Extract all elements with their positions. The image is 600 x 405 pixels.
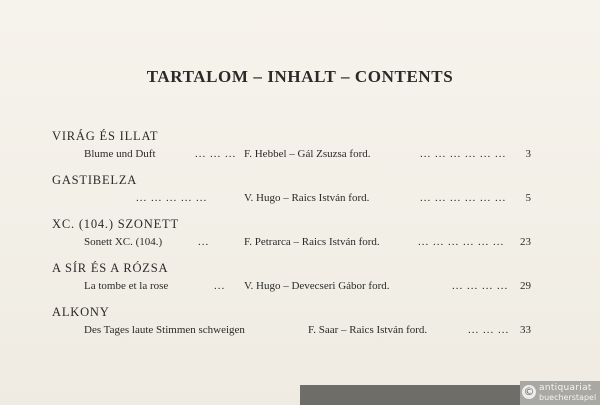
watermark-line: antiquariat — [539, 383, 592, 393]
toc-entry — [52, 260, 552, 294]
page-number: 23 — [520, 236, 531, 248]
toc-line — [52, 322, 552, 338]
toc-entry — [52, 216, 552, 250]
toc-line — [52, 234, 552, 250]
toc-line — [52, 278, 552, 294]
page-number: 3 — [525, 148, 531, 160]
toc-heading: XC. (104.) SZONETT — [52, 217, 179, 231]
toc-entry — [52, 304, 552, 338]
copyright-icon: © — [523, 385, 535, 398]
toc-entry — [52, 172, 552, 206]
toc-heading: GASTIBELZA — [52, 173, 138, 187]
leader-dots: ... ... ... — [468, 324, 510, 336]
toc-heading: ALKONY — [52, 305, 110, 319]
leader-dots: ... ... ... ... ... ... — [420, 192, 507, 204]
page-number: 29 — [520, 280, 531, 292]
page-title: TARTALOM – INHALT – CONTENTS — [146, 67, 454, 86]
toc-line — [52, 190, 552, 206]
author-translator: V. Hugo – Devecseri Gábor ford. — [244, 280, 390, 292]
author-translator: F. Hebbel – Gál Zsuzsa ford. — [244, 148, 371, 160]
author-translator: F. Petrarca – Raics István ford. — [244, 236, 380, 248]
toc-heading: VIRÁG ÉS ILLAT — [52, 129, 159, 143]
watermark-logo — [520, 381, 600, 405]
leader-dots: ... ... ... ... — [452, 280, 509, 292]
original-title: Des Tages laute Stimmen schweigen — [84, 324, 245, 336]
original-title: Blume und Duft — [84, 148, 156, 160]
author-translator: F. Saar – Raics István ford. — [308, 324, 428, 336]
author-translator: V. Hugo – Raics István ford. — [244, 192, 370, 204]
leader-dots: ... — [198, 236, 210, 248]
leader-dots: ... ... ... ... ... ... — [420, 148, 507, 160]
toc-heading: A SÍR ÉS A RÓZSA — [52, 261, 169, 275]
leader-dots: ... ... ... — [195, 148, 237, 160]
original-title: La tombe et la rose — [84, 280, 169, 292]
leader-dots: ... ... ... ... ... ... — [418, 236, 505, 248]
page-number: 33 — [520, 324, 531, 336]
page-number: 5 — [525, 192, 531, 204]
toc-entry — [52, 128, 552, 162]
leader-dots: ... ... ... ... ... — [136, 192, 208, 204]
leader-dots: ... — [214, 280, 226, 292]
watermark-line: buecherstapel — [539, 393, 597, 402]
original-title: Sonett XC. (104.) — [84, 236, 163, 248]
scan-edge-bar — [300, 385, 520, 405]
toc-line — [52, 146, 552, 162]
